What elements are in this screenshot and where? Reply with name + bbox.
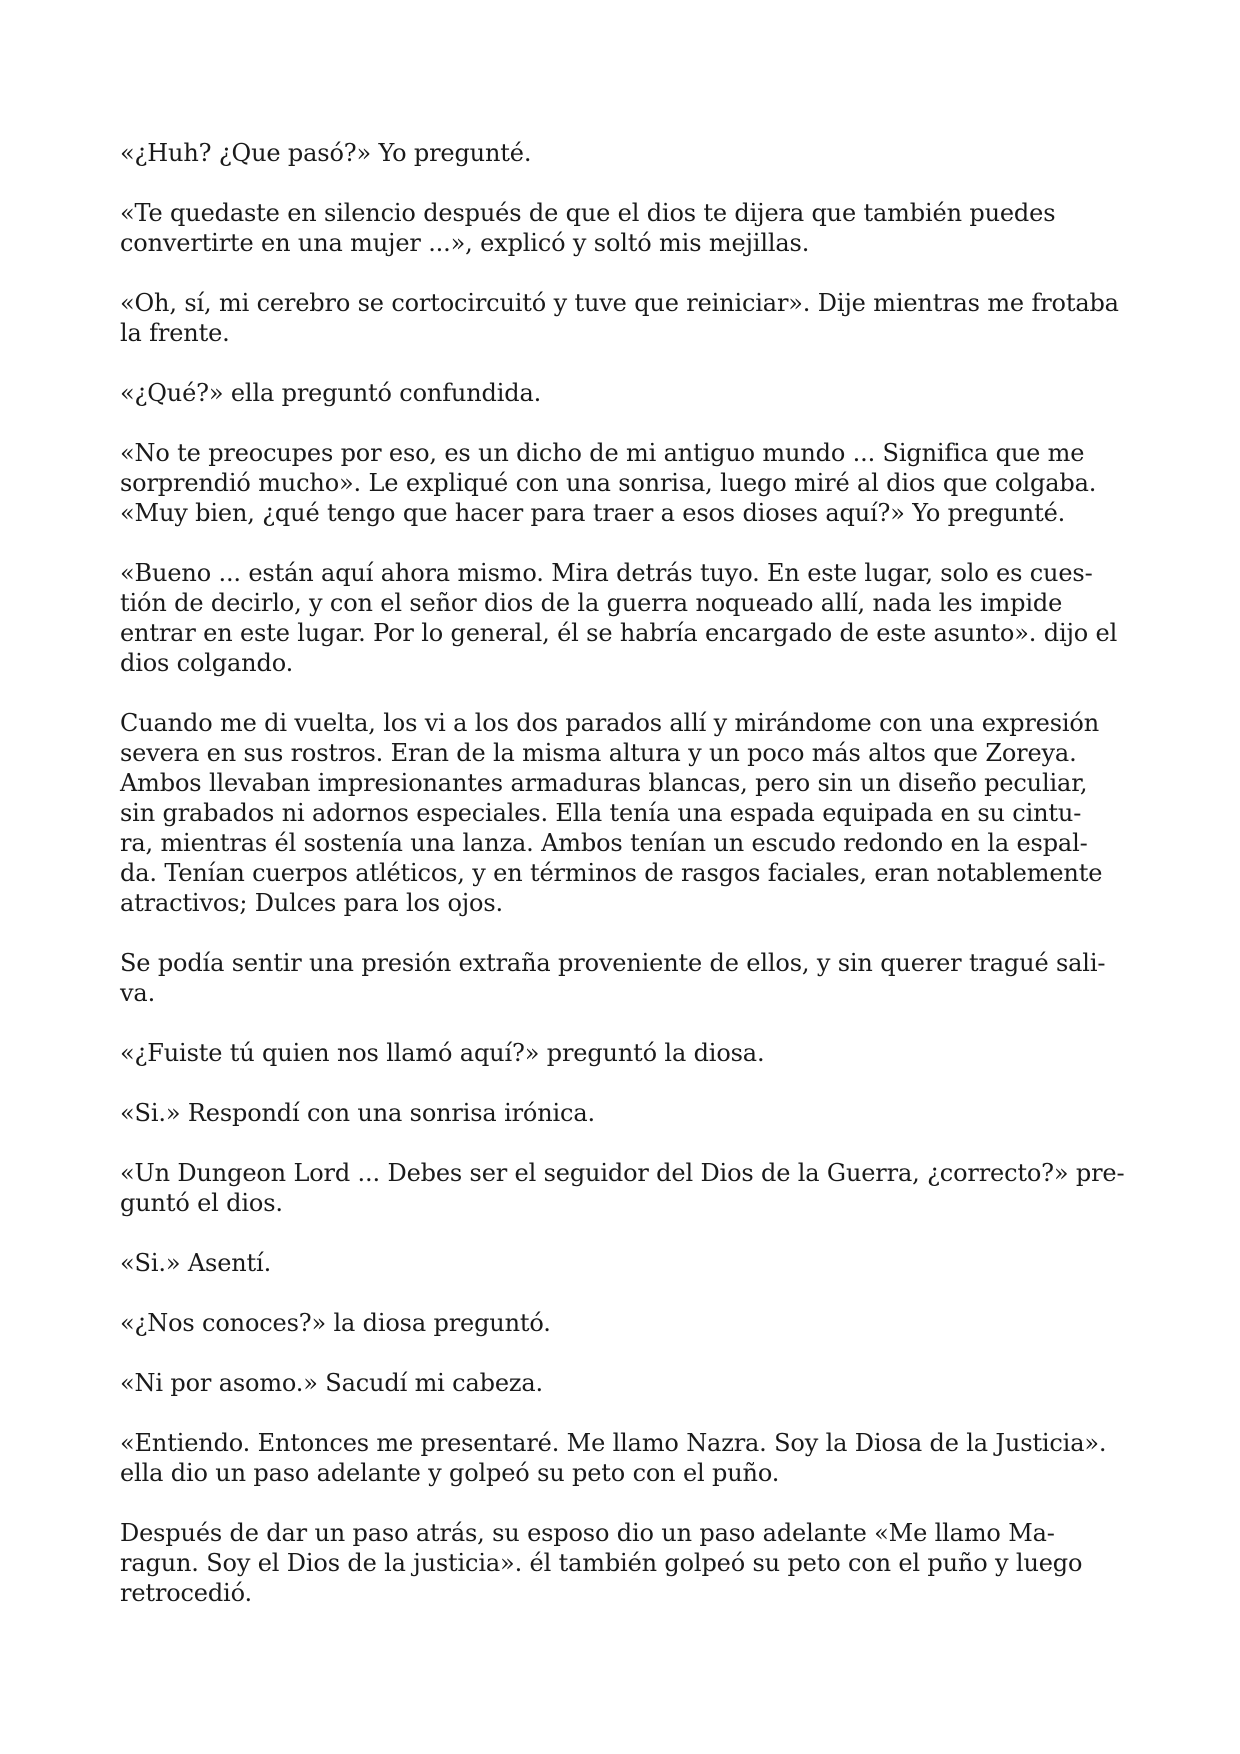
text-line: «Muy bien, ¿qué tengo que hacer para traer a esos dioses aquí?» Yo pregunté.	[120, 499, 1066, 527]
text-line: ella dio un paso adelante y golpeó su peto con el puño.	[120, 1459, 780, 1487]
paragraph	[120, 1038, 1120, 1068]
text-line: Cuando me di vuelta, los vi a los dos parados allí y mirándome con una expresión	[120, 709, 1100, 737]
text-line: «Oh, sí, mi cerebro se cortocircuitó y tuve que reiniciar». Dije mientras me frotaba	[120, 289, 1119, 317]
text-line: Ambos llevaban impresionantes armaduras blancas, pero sin un diseño peculiar,	[120, 769, 1088, 797]
text-line: va.	[120, 979, 156, 1007]
paragraph	[120, 1098, 1120, 1128]
text-line: retrocedió.	[120, 1579, 252, 1607]
text-line: da. Tenían cuerpos atléticos, y en términos de rasgos faciales, eran notablemente	[120, 859, 1103, 887]
text-line: «¿Nos conoces?» la diosa preguntó.	[120, 1309, 551, 1337]
paragraph	[120, 948, 1120, 1008]
text-line: ra, mientras él sostenía una lanza. Ambos tenían un escudo redondo en la espal-	[120, 829, 1088, 857]
paragraph	[120, 288, 1120, 348]
paragraph	[120, 558, 1120, 678]
text-line: «Si.» Respondí con una sonrisa irónica.	[120, 1099, 595, 1127]
paragraph	[120, 1158, 1125, 1218]
document-page	[120, 138, 1125, 1638]
text-line: entrar en este lugar. Por lo general, él se habría encargado de este asunto». dijo el	[120, 619, 1118, 647]
text-line: sorprendió mucho». Le expliqué con una sonrisa, luego miré al dios que colgaba.	[120, 469, 1097, 497]
text-line: «¿Qué?» ella preguntó confundida.	[120, 379, 542, 407]
text-line: «Un Dungeon Lord ... Debes ser el seguidor del Dios de la Guerra, ¿correcto?» pre-	[120, 1159, 1125, 1187]
text-line: «Si.» Asentí.	[120, 1249, 272, 1277]
paragraph	[120, 1248, 1120, 1278]
text-line: atractivos; Dulces para los ojos.	[120, 889, 503, 917]
paragraph	[120, 1428, 1120, 1488]
text-line: «Ni por asomo.» Sacudí mi cabeza.	[120, 1369, 544, 1397]
text-line: tión de decirlo, y con el señor dios de la guerra noqueado allí, nada les impide	[120, 589, 1063, 617]
paragraph	[120, 1308, 1120, 1338]
text-line: la frente.	[120, 319, 230, 347]
text-line: «Bueno ... están aquí ahora mismo. Mira detrás tuyo. En este lugar, solo es cues-	[120, 559, 1093, 587]
text-line: severa en sus rostros. Eran de la misma altura y un poco más altos que Zoreya.	[120, 739, 1077, 767]
text-line: convertirte en una mujer ...», explicó y soltó mis mejillas.	[120, 229, 810, 257]
text-line: «Te quedaste en silencio después de que el dios te dijera que también puedes	[120, 199, 1056, 227]
paragraph	[120, 438, 1120, 528]
text-line: sin grabados ni adornos especiales. Ella tenía una espada equipada en su cintu-	[120, 799, 1082, 827]
paragraph	[120, 708, 1120, 918]
paragraph	[120, 1518, 1120, 1608]
paragraph	[120, 1368, 1120, 1398]
paragraph	[120, 198, 1120, 258]
paragraph	[120, 138, 1120, 168]
text-line: guntó el dios.	[120, 1189, 283, 1217]
text-line: ragun. Soy el Dios de la justicia». él también golpeó su peto con el puño y luego	[120, 1549, 1083, 1577]
text-line: «¿Huh? ¿Que pasó?» Yo pregunté.	[120, 139, 532, 167]
text-line: «¿Fuiste tú quien nos llamó aquí?» preguntó la diosa.	[120, 1039, 765, 1067]
text-line: Se podía sentir una presión extraña proveniente de ellos, y sin querer tragué sali-	[120, 949, 1106, 977]
paragraph	[120, 378, 1120, 408]
text-line: «Entiendo. Entonces me presentaré. Me llamo Nazra. Soy la Diosa de la Justicia».	[120, 1429, 1107, 1457]
text-line: Después de dar un paso atrás, su esposo dio un paso adelante «Me llamo Ma-	[120, 1519, 1055, 1547]
text-line: «No te preocupes por eso, es un dicho de mi antiguo mundo ... Significa que me	[120, 439, 1085, 467]
text-line: dios colgando.	[120, 649, 294, 677]
